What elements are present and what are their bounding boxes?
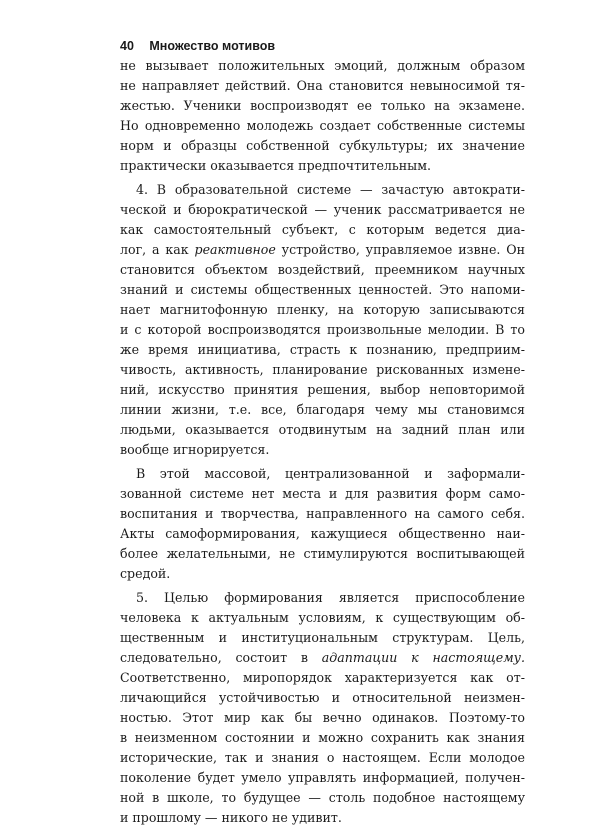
- text-line: [120, 76, 525, 96]
- text-run: поколение будет умело управлять информацией, получен-: [120, 770, 525, 785]
- text-run: 4. В образовательной системе — зачастую автократи-: [136, 182, 525, 197]
- text-line: [120, 464, 525, 484]
- text-line: [120, 440, 525, 460]
- text-run: устройство, управляемое извне. Он: [275, 242, 526, 257]
- text-run: чивость, активность, планирование рискованных измене-: [120, 362, 525, 377]
- text-line: [120, 708, 525, 728]
- book-page: [120, 36, 525, 828]
- text-run: Акты самоформирования, кажущиеся общественно наи-: [120, 526, 525, 541]
- text-run: линии жизни, т.е. все, благодаря чему мы становимся: [120, 402, 525, 417]
- text-run: знаний и системы общественных ценностей. Это напоми-: [120, 282, 525, 297]
- text-line: [120, 96, 525, 116]
- text-run: Но одновременно молодежь создает собственные системы: [120, 118, 525, 133]
- text-run: ческой и бюрократической — ученик рассматривается не: [120, 202, 525, 217]
- text-line: [120, 544, 525, 564]
- text-run: ностью. Этот мир как бы вечно одинаков. Поэтому-то: [120, 710, 525, 725]
- text-run: и прошлому — никого не удивит.: [120, 810, 342, 825]
- text-run: Соответственно, миропорядок характеризуется как от-: [120, 670, 525, 685]
- text-line: [120, 484, 525, 504]
- paragraph: [120, 464, 525, 584]
- text-run: личающийся устойчивостью и относительной неизмен-: [120, 690, 525, 705]
- text-run: и с которой воспроизводятся произвольные мелодии. В то: [120, 322, 525, 337]
- text-run: нает магнитофонную пленку, на которую записываются: [120, 302, 525, 317]
- text-run: не направляет действий. Она становится невыносимой тя-: [120, 78, 525, 93]
- text-line: [120, 748, 525, 768]
- text-line: [120, 648, 525, 668]
- text-line: [120, 524, 525, 544]
- text-line: [120, 180, 525, 200]
- text-line: [120, 280, 525, 300]
- text-run: вообще игнорируется.: [120, 442, 270, 457]
- text-line: [120, 116, 525, 136]
- text-line: [120, 768, 525, 788]
- text-line: [120, 156, 525, 176]
- text-run: людьми, оказывается отодвинутым на задний план или: [120, 422, 525, 437]
- text-line: [120, 668, 525, 688]
- text-run: щественным и институциональным структурам. Цель,: [120, 630, 525, 645]
- text-run: лог, а как: [120, 242, 195, 257]
- text-run: ний, искусство принятия решения, выбор неповторимой: [120, 382, 525, 397]
- text-run: исторические, так и знания о настоящем. Если молодое: [120, 750, 525, 765]
- italic-term: реактивное: [194, 242, 276, 257]
- paragraph: [120, 180, 525, 460]
- text-run: В этой массовой, централизованной и заформали-: [136, 466, 525, 481]
- text-run: как самостоятельный субъект, с которым ведется диа-: [120, 222, 525, 237]
- text-run: становится объектом воздействий, преемником научных: [120, 262, 525, 277]
- text-line: [120, 400, 525, 420]
- text-line: [120, 608, 525, 628]
- text-line: [120, 504, 525, 524]
- text-run: средой.: [120, 566, 171, 581]
- text-line: [120, 788, 525, 808]
- text-line: [120, 300, 525, 320]
- text-line: [120, 688, 525, 708]
- text-line: [120, 380, 525, 400]
- text-run: зованной системе нет места и для развития форм само-: [120, 486, 525, 501]
- text-run: же время инициатива, страсть к познанию, предприим-: [120, 342, 525, 357]
- text-run: человека к актуальным условиям, к существующим об-: [120, 610, 525, 625]
- text-line: [120, 56, 525, 76]
- text-line: [120, 420, 525, 440]
- text-line: [120, 564, 525, 584]
- text-run: не вызывает положительных эмоций, должным образом: [120, 58, 525, 73]
- text-run: в неизменном состоянии и можно сохранить как знания: [120, 730, 525, 745]
- text-line: [120, 260, 525, 280]
- text-run: ной в школе, то будущее — столь подобное настоящему: [120, 790, 525, 805]
- paragraph: [120, 56, 525, 176]
- text-run: следовательно, состоит в: [120, 650, 322, 665]
- text-run: более желательными, не стимулируются воспитывающей: [120, 546, 525, 561]
- text-line: [120, 200, 525, 220]
- text-run: жестью. Ученики воспроизводят ее только на экзамене.: [120, 98, 525, 113]
- text-run: воспитания и творчества, направленного на самого себя.: [120, 506, 525, 521]
- text-line: [120, 340, 525, 360]
- text-run: практически оказывается предпочтительным.: [120, 158, 431, 173]
- text-line: [120, 320, 525, 340]
- paragraph: [120, 588, 525, 828]
- running-title: Множество мотивов: [149, 39, 276, 53]
- body-text: [120, 56, 525, 828]
- text-run: 5. Целью формирования является приспособление: [136, 590, 525, 605]
- text-line: [120, 588, 525, 608]
- text-line: [120, 628, 525, 648]
- text-run: норм и образцы собственной субкультуры; их значение: [120, 138, 525, 153]
- page-number: 40: [120, 39, 134, 53]
- text-line: [120, 136, 525, 156]
- italic-term: адаптации к настоящему.: [321, 650, 525, 665]
- text-line: [120, 808, 525, 828]
- running-head: [120, 36, 525, 56]
- text-line: [120, 360, 525, 380]
- text-line: [120, 220, 525, 240]
- text-line: [120, 240, 525, 260]
- text-line: [120, 728, 525, 748]
